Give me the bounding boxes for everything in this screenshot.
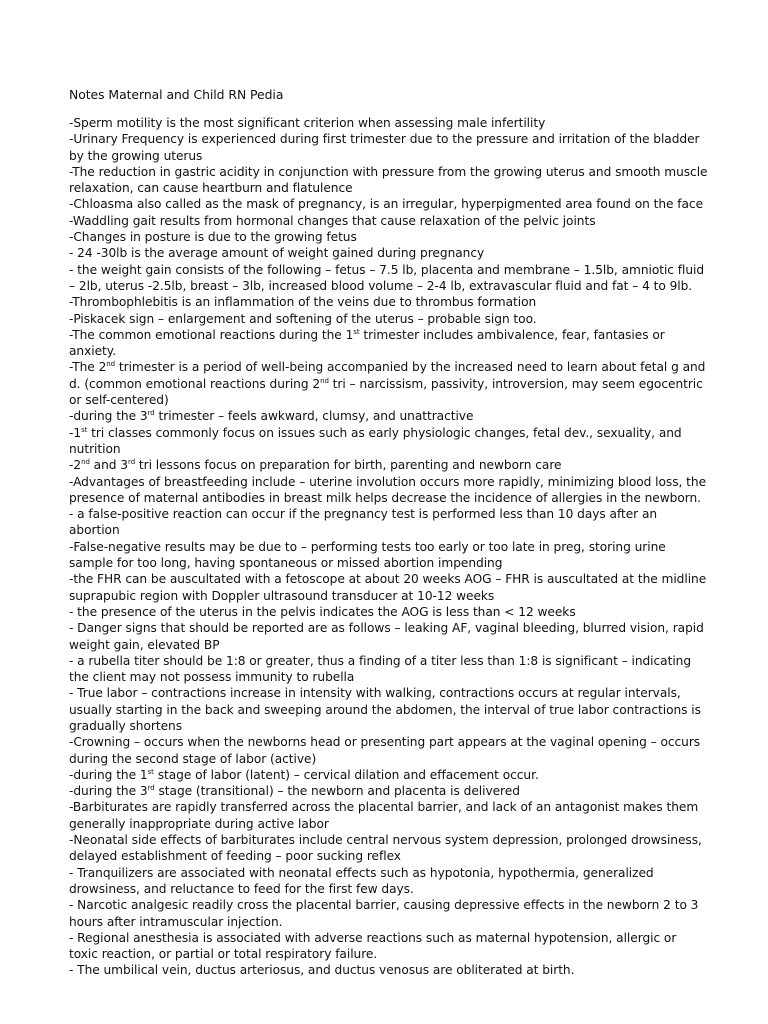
ordinal-suffix: nd — [320, 376, 329, 385]
note-line: -Crowning – occurs when the newborns head or presenting part appears at the vaginal opening – occurs during the second stage of labor (active) — [69, 735, 701, 766]
ordinal-suffix: rd — [147, 409, 155, 418]
note-line: -The 2nd trimester is a period of well-being accompanied by the increased need to learn about fetal g and d. (common emotional reactions during 2nd tri – narcissism, passivity, introversion, may seem egocentric or self-centered) — [69, 360, 706, 408]
note-line: -Waddling gait results from hormonal changes that cause relaxation of the pelvic joints — [69, 213, 596, 228]
note-line: -Urinary Frequency is experienced during first trimester due to the pressure and irritation of the bladder by the growing uterus — [69, 132, 700, 163]
note-line: -The common emotional reactions during the 1st trimester includes ambivalence, fear, fantasies or anxiety. — [69, 327, 665, 359]
note-line: - a rubella titer should be 1:8 or greater, thus a finding of a titer less than 1:8 is significant – indicating the client may not possess immunity to rubella — [69, 653, 692, 685]
note-line: -Chloasma also called as the mask of pregnancy, is an irregular, hyperpigmented area found on the face — [69, 197, 704, 212]
note-line: -False-negative results may be due to – performing tests too early or too late in preg, storing urine sample for too long, having spontaneous or missed abortion impending — [69, 539, 666, 571]
note-line: -during the 3rd stage (transitional) – the newborn and placenta is delivered — [69, 784, 520, 799]
note-line: - Tranquilizers are associated with neonatal effects such as hypotonia, hypothermia, generalized drowsiness, and reluctance to feed for the first few days. — [69, 865, 654, 896]
ordinal-suffix: rd — [147, 784, 155, 793]
note-line: -Neonatal side effects of barbiturates include central nervous system depression, prolonged drowsiness, delayed establishment of feeding – poor sucking reflex — [69, 833, 702, 864]
note-line: - Narcotic analgesic readily cross the placental barrier, causing depressive effects in the newborn 2 to 3 hours after intramuscular injection. — [69, 898, 699, 929]
note-line: -2nd and 3rd tri lessons focus on preparation for birth, parenting and newborn care — [69, 458, 562, 473]
ordinal-suffix: st — [81, 425, 88, 434]
note-line: - The umbilical vein, ductus arteriosus, and ductus venosus are obliterated at birth. — [69, 963, 575, 978]
note-line: -the FHR can be auscultated with a fetoscope at about 20 weeks AOG – FHR is auscultated at the midline suprapubic region with Doppler ultrasound transducer at 10-12 weeks — [69, 572, 707, 603]
note-line: -Changes in posture is due to the growing fetus — [69, 230, 357, 245]
note-line: - Danger signs that should be reported are as follows – leaking AF, vaginal bleeding, blurred vision, rapid weight gain, elevated BP — [69, 621, 704, 652]
document-title: Notes Maternal and Child RN Pedia — [69, 87, 284, 102]
note-line: -Advantages of breastfeeding include – uterine involution occurs more rapidly, minimizing blood loss, the presence of maternal antibodies in breast milk helps decrease the incidence of allergies in the newborn. — [69, 474, 707, 505]
note-line: -The reduction in gastric acidity in conjunction with pressure from the growing uterus and smooth muscle relaxation, can cause heartburn and flatulence — [69, 164, 708, 196]
ordinal-suffix: nd — [106, 360, 116, 369]
note-line: -Sperm motility is the most significant criterion when assessing male infertility — [69, 116, 546, 130]
note-line: -during the 3rd trimester – feels awkward, clumsy, and unattractive — [69, 409, 474, 424]
note-line: - the presence of the uterus in the pelvis indicates the AOG is less than < 12 weeks — [69, 604, 576, 619]
note-line: -Thrombophlebitis is an inflammation of the veins due to thrombus formation — [69, 295, 537, 310]
ordinal-suffix: nd — [81, 458, 90, 467]
note-line: - True labor – contractions increase in intensity with walking, contractions occurs at regular intervals, usually starting in the back and sweeping around the abdomen, the interval of true labor contractions is gradually shortens — [69, 686, 701, 733]
note-line: -1st tri classes commonly focus on issues such as early physiologic changes, fetal dev., sexuality, and nutrition — [69, 425, 682, 456]
document-body — [69, 86, 709, 979]
note-line: - Regional anesthesia is associated with adverse reactions such as maternal hypotension, allergic or toxic reaction, or partial or total respiratory failure. — [69, 930, 677, 962]
notes-list — [69, 115, 709, 979]
ordinal-suffix: st — [353, 327, 360, 336]
note-line: -Piskacek sign – enlargement and softening of the uterus – probable sign too. — [69, 311, 537, 326]
ordinal-suffix: st — [147, 767, 154, 776]
note-line: - a false-positive reaction can occur if the pregnancy test is performed less than 10 days after an abortion — [69, 507, 658, 538]
note-line: -during the 1st stage of labor (latent) – cervical dilation and effacement occur. — [69, 767, 539, 782]
note-line: - the weight gain consists of the following – fetus – 7.5 lb, placenta and membrane – 1.5lb, amniotic fluid – 2lb, uterus -2.5lb, breast – 3lb, increased blood volume – 2-4 lb, extravascular fluid and fat – 4 to 9lb. — [69, 262, 705, 293]
note-line: - 24 -30lb is the average amount of weight gained during pregnancy — [69, 246, 485, 261]
ordinal-suffix: rd — [127, 458, 136, 467]
note-line: -Barbiturates are rapidly transferred across the placental barrier, and lack of an antagonist makes them generally inappropriate during active labor — [69, 800, 699, 831]
